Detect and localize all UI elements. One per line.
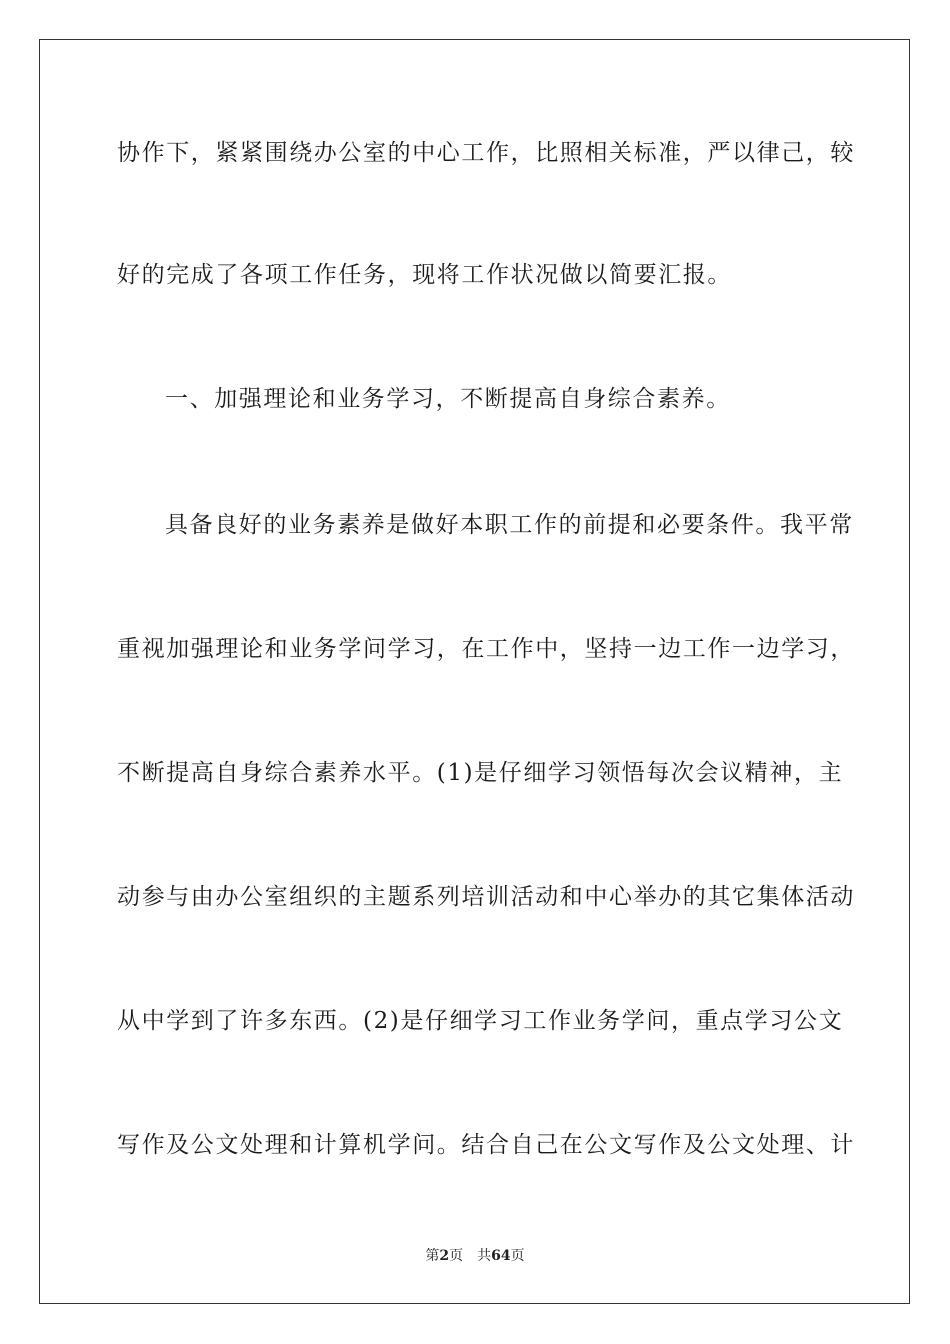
body-text-line: 从中学到了许多东西。(2)是仔细学习工作业务学问，重点学习公文 (117, 1008, 844, 1034)
section-heading: 一、加强理论和业务学习，不断提高自身综合素养。 (165, 386, 731, 412)
page-number: 2 (439, 1248, 450, 1264)
page-prefix: 第 (425, 1248, 440, 1264)
page-border (39, 39, 910, 1304)
body-text-line: 重视加强理论和业务学问学习，在工作中，坚持一边工作一边学习， (117, 636, 855, 662)
body-text-line: 好的完成了各项工作任务，现将工作状况做以简要汇报。 (117, 262, 732, 288)
body-text-line: 动参与由办公室组织的主题系列培训活动和中心举办的其它集体活动 (117, 884, 855, 910)
body-text-line: 具备良好的业务素养是做好本职工作的前提和必要条件。我平常 (165, 512, 854, 538)
page-suffix: 页 (449, 1248, 464, 1264)
total-suffix: 页 (510, 1248, 525, 1264)
total-prefix: 共 (477, 1248, 492, 1264)
page-footer (0, 1247, 950, 1265)
body-text-line: 不断提高自身综合素养水平。(1)是仔细学习领悟每次会议精神，主 (117, 760, 844, 786)
body-text-line: 协作下，紧紧围绕办公室的中心工作，比照相关标准，严以律己，较 (117, 140, 855, 166)
body-text-line: 写作及公文处理和计算机学问。结合自己在公文写作及公文处理、计 (117, 1132, 855, 1158)
total-pages: 64 (491, 1248, 511, 1264)
